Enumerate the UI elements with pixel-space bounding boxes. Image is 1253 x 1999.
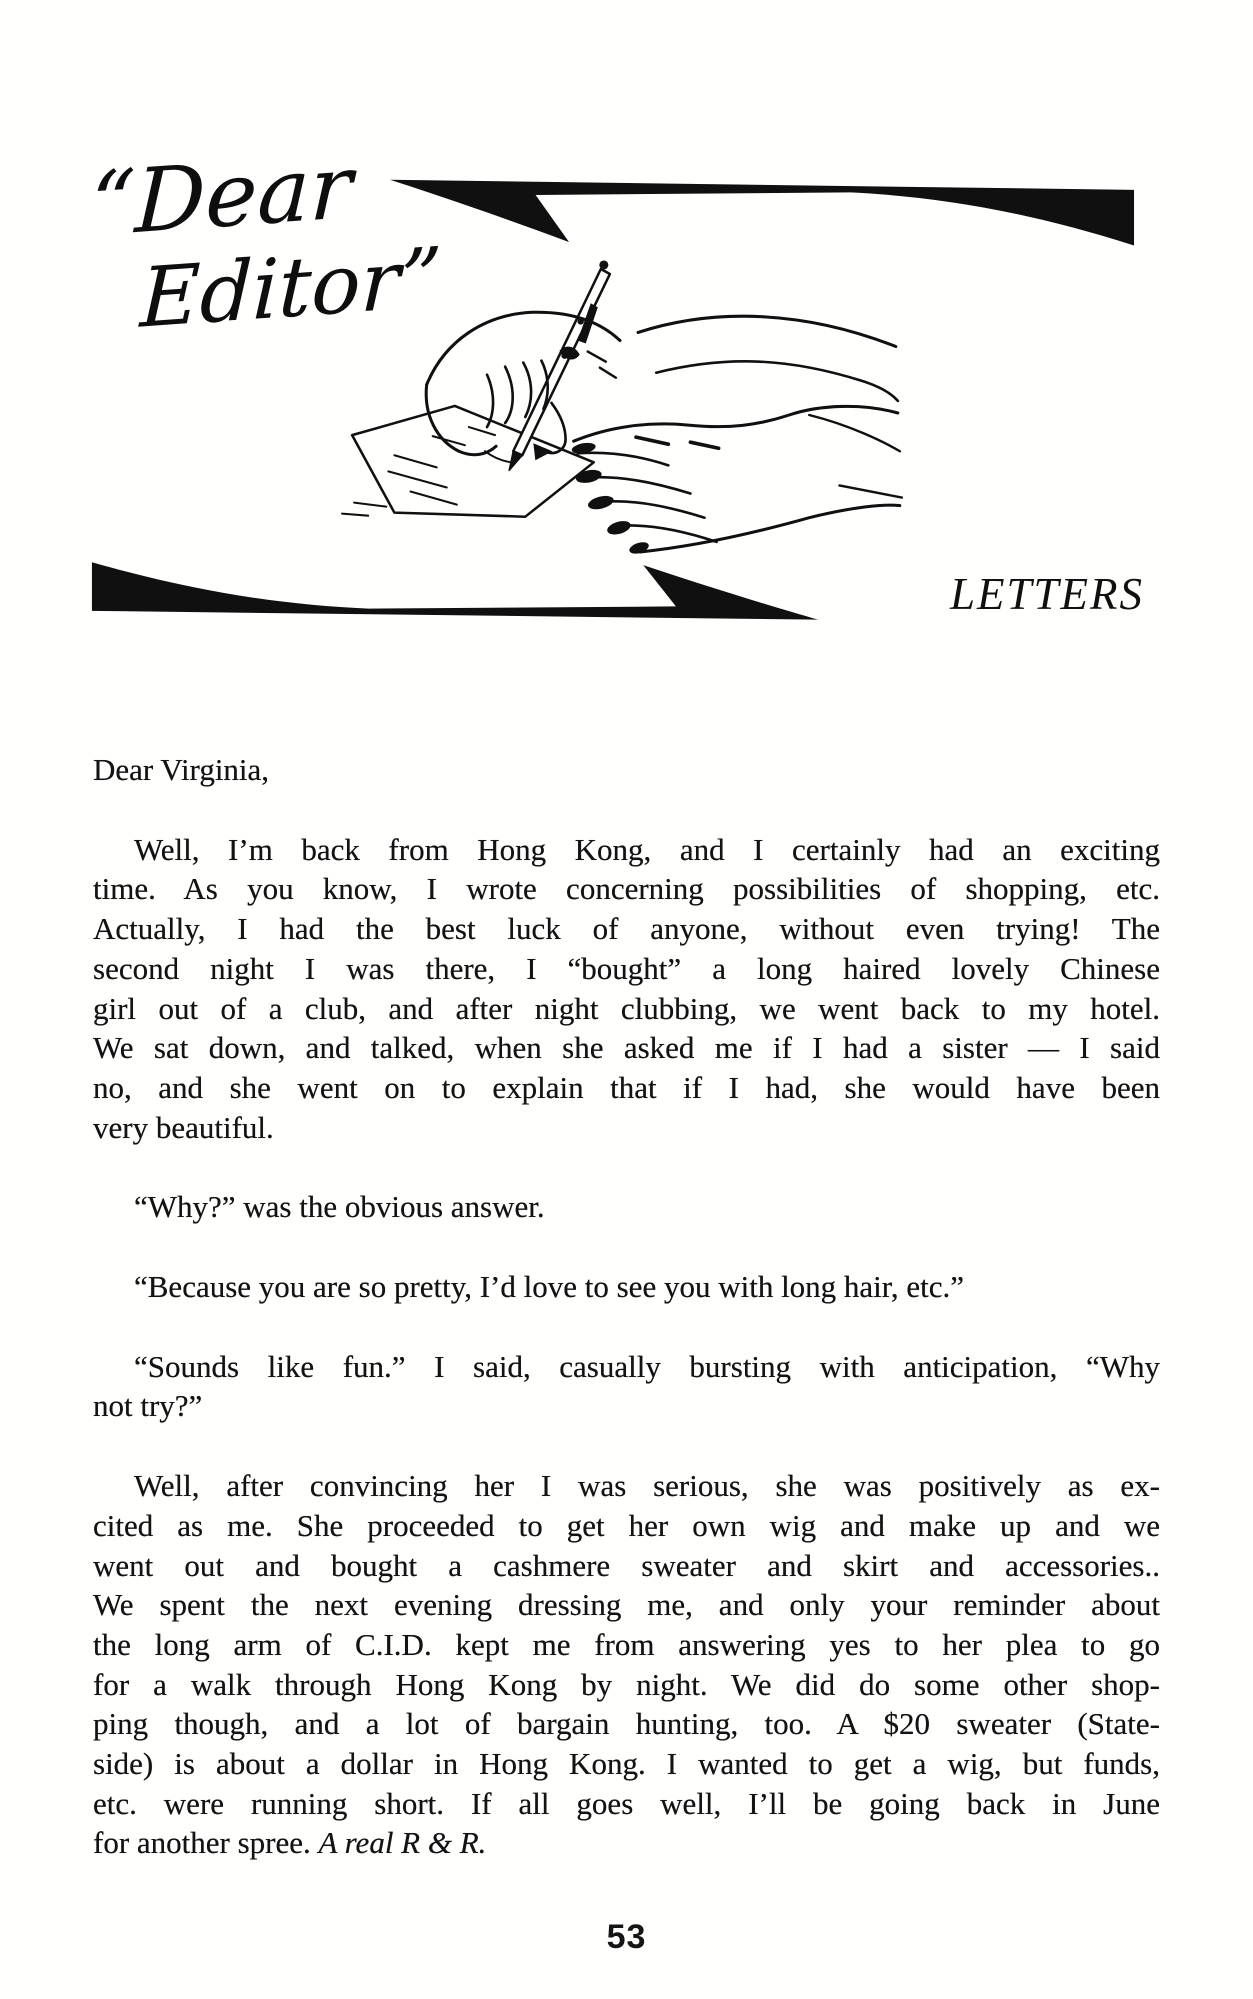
letter-line: the long arm of C.I.D. kept me from answering yes to her plea to go	[93, 1626, 1160, 1662]
paragraph	[93, 1466, 1160, 1863]
letter-line: side) is about a dollar in Hong Kong. I wanted to get a wig, but funds,	[93, 1746, 1160, 1782]
letter-line: second night I was there, I “bought” a long haired lovely Chinese	[93, 950, 1160, 986]
letter-line: went out and bought a cashmere sweater and skirt and accessories..	[93, 1547, 1160, 1583]
closing-plain-text: for another spree.	[93, 1825, 319, 1861]
letter-line: “Because you are so pretty, I’d love to see you with long hair, etc.”	[134, 1269, 965, 1305]
salutation-paragraph	[93, 750, 1160, 790]
letter-line: for a walk through Hong Kong by night. We did do some other shop-	[93, 1666, 1160, 1702]
letter-closing-line	[93, 1823, 1160, 1863]
letter-line: “Sounds like fun.” I said, casually bursting with anticipation, “Why	[134, 1348, 1160, 1384]
letter-line: time. As you know, I wrote concerning possibilities of shopping, etc.	[93, 871, 1160, 907]
closing-italic-text: A real R & R.	[318, 1825, 487, 1861]
letter-line: We spent the next evening dressing me, and only your reminder about	[93, 1587, 1160, 1623]
letter-line: Actually, I had the best luck of anyone, without even trying! The	[93, 911, 1160, 947]
letter-line: girl out of a club, and after night clubbing, we went back to my hotel.	[93, 990, 1160, 1026]
letter-line: very beautiful.	[93, 1109, 274, 1145]
letter-line: etc. were running short. If all goes well, I’ll be going back in June	[93, 1785, 1160, 1821]
paragraph	[93, 1267, 1160, 1307]
hand-writing-illustration	[336, 252, 920, 578]
paragraph	[93, 1347, 1160, 1426]
resting-hand	[571, 406, 902, 555]
letter-line: Well, after convincing her I was serious, she was positively as ex-	[134, 1468, 1160, 1504]
letter-line: no, and she went on to explain that if I had, she would have been	[93, 1069, 1160, 1105]
decorative-swoosh-bottom	[90, 560, 820, 630]
letter-line: “Why?” was the obvious answer.	[134, 1189, 545, 1225]
page-number: 53	[606, 1918, 647, 1956]
letter-body	[93, 750, 1160, 1903]
script-title-line-2: Editor”	[138, 230, 444, 347]
salutation: Dear Virginia,	[93, 752, 270, 787]
letter-line: We sat down, and talked, when she asked me if I had a sister — I said	[93, 1030, 1160, 1066]
paragraph	[93, 830, 1160, 1148]
letter-line: ping though, and a lot of bargain hunting, too. A $20 sweater (State-	[93, 1706, 1160, 1742]
script-title-line-1: “Dear	[88, 134, 354, 257]
letter-line: cited as me. She proceeded to get her own wig and make up and we	[93, 1507, 1160, 1543]
letter-line: not try?”	[93, 1388, 203, 1424]
paragraph	[93, 1187, 1160, 1227]
paper-sheet	[342, 406, 594, 517]
decorative-swoosh-top	[388, 168, 1136, 248]
section-label-letters: LETTERS	[949, 569, 1144, 619]
writing-hand	[426, 312, 898, 460]
letter-line: Well, I’m back from Hong Kong, and I certainly had an exciting	[134, 831, 1160, 867]
